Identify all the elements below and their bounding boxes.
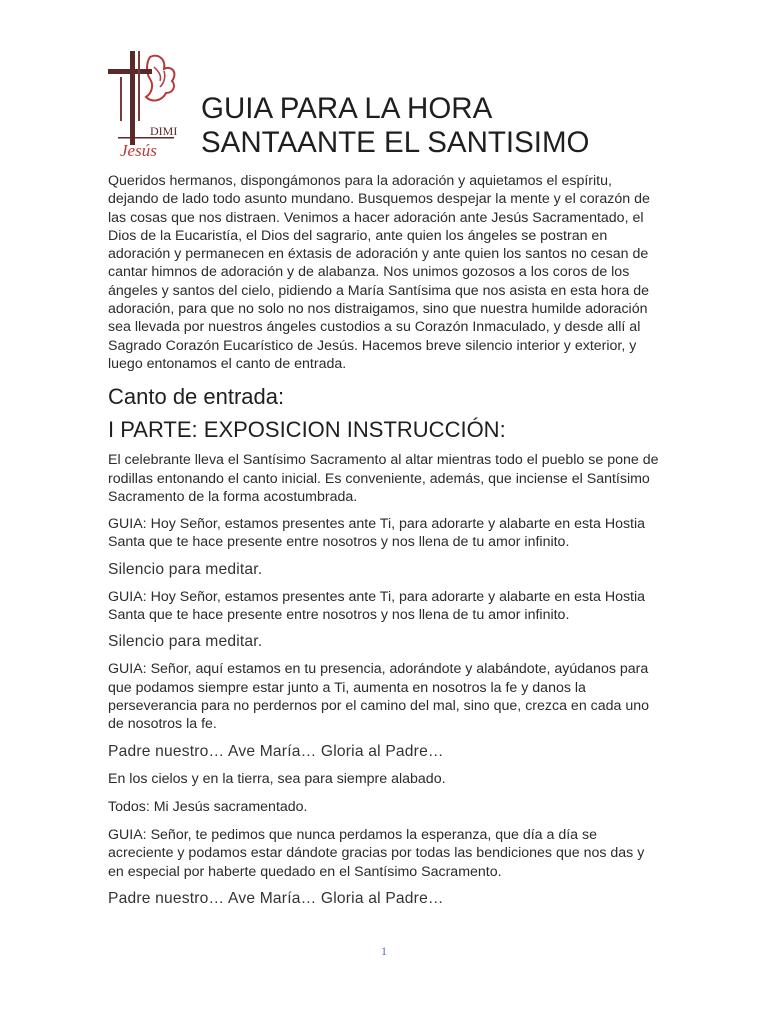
heading-canto: Canto de entrada: <box>108 384 285 410</box>
page-number: 1 <box>381 944 387 958</box>
logo <box>106 49 186 161</box>
paragraph-guia-3: GUIA: Señor, aquí estamos en tu presencia, adorándote y alabándote, ayúdanos para que podamos siempre estar junto a Ti, aumenta en nosotros la fe y danos la perseverancia para no perdernos por el camino del mal, sino que, crezca en cada uno de nosotros la fe. <box>108 661 650 733</box>
cross-dove-icon <box>106 49 186 161</box>
oraciones-2: Padre nuestro… Ave María… Gloria al Padre… <box>108 890 444 908</box>
paragraph-guia-1: GUIA: Hoy Señor, estamos presentes ante Ti, para adorarte y alabarte en esta Hostia Santa que te hace presente entre nosotros y nos llena de tu amor infinito. <box>108 516 646 551</box>
heading-parte-1: I PARTE: EXPOSICION INSTRUCCIÓN: <box>108 417 506 443</box>
page-title <box>201 92 589 160</box>
document-body <box>108 172 664 909</box>
silencio-2: Silencio para meditar. <box>108 633 263 651</box>
paragraph-guia-2: GUIA: Hoy Señor, estamos presentes ante Ti, para adorarte y alabarte en esta Hostia Santa que te hace presente entre nosotros y nos llena de tu amor infinito. <box>108 588 646 624</box>
oraciones-1: Padre nuestro… Ave María… Gloria al Padre… <box>108 742 444 760</box>
silencio-1: Silencio para meditar. <box>108 560 263 578</box>
intro-paragraph: Queridos hermanos, dispongámonos para la adoración y aquietamos el espíritu, dejando de lado todo asunto mundano. Busquemos despejar la mente y el corazón de las cosas que nos distraen. Venimos a hacer adoración ante Jesús Sacramentado, el Dios de la Eucaristía, el Dios del sagrario, ante quien los ángeles se postran en adoración y permanecen en éxtasis de adoración y ante quien los santos no cesan de cantar himnos de adoración y de alabanza. Nos unimos gozosos a los coros de los ángeles y santos del cielo, pidiendo a María Santísima que nos asista en esta hora de adoración, para que no solo no nos distraigamos, sino que nuestra humilde adoración sea llevada por nuestros ángeles custodios a su Corazón Inmaculado, y desde allí al Sagrado Corazón Eucarístico de Jesús. Hacemos breve silencio interior y exterior, y luego entonamos el canto de entrada. <box>108 173 650 372</box>
title-line-2: SANTAANTE EL SANTISIMO <box>201 126 590 159</box>
paragraph-alabado: En los cielos y en la tierra, sea para siempre alabado. <box>108 770 446 787</box>
paragraph-todos: Todos: Mi Jesús sacramentado. <box>108 798 308 815</box>
paragraph-celebrante: El celebrante lleva el Santísimo Sacramento al altar mientras todo el pueblo se pone de rodillas entonando el canto inicial. Es conveniente, además, que inciense el Santísimo Sacramento de la forma acostumbrada. <box>108 452 659 505</box>
paragraph-guia-4: GUIA: Señor, te pedimos que nunca perdamos la esperanza, que día a día se acreciente y podamos estar dándote gracias por todas las bendiciones que nos das y en especial por haberte quedado en el Santísimo Sacramento. <box>108 827 645 880</box>
title-line-1: GUIA PARA LA HORA <box>201 92 493 125</box>
logo-brand-text: DIMI <box>150 124 178 138</box>
logo-name-text: Jesús <box>120 141 157 160</box>
